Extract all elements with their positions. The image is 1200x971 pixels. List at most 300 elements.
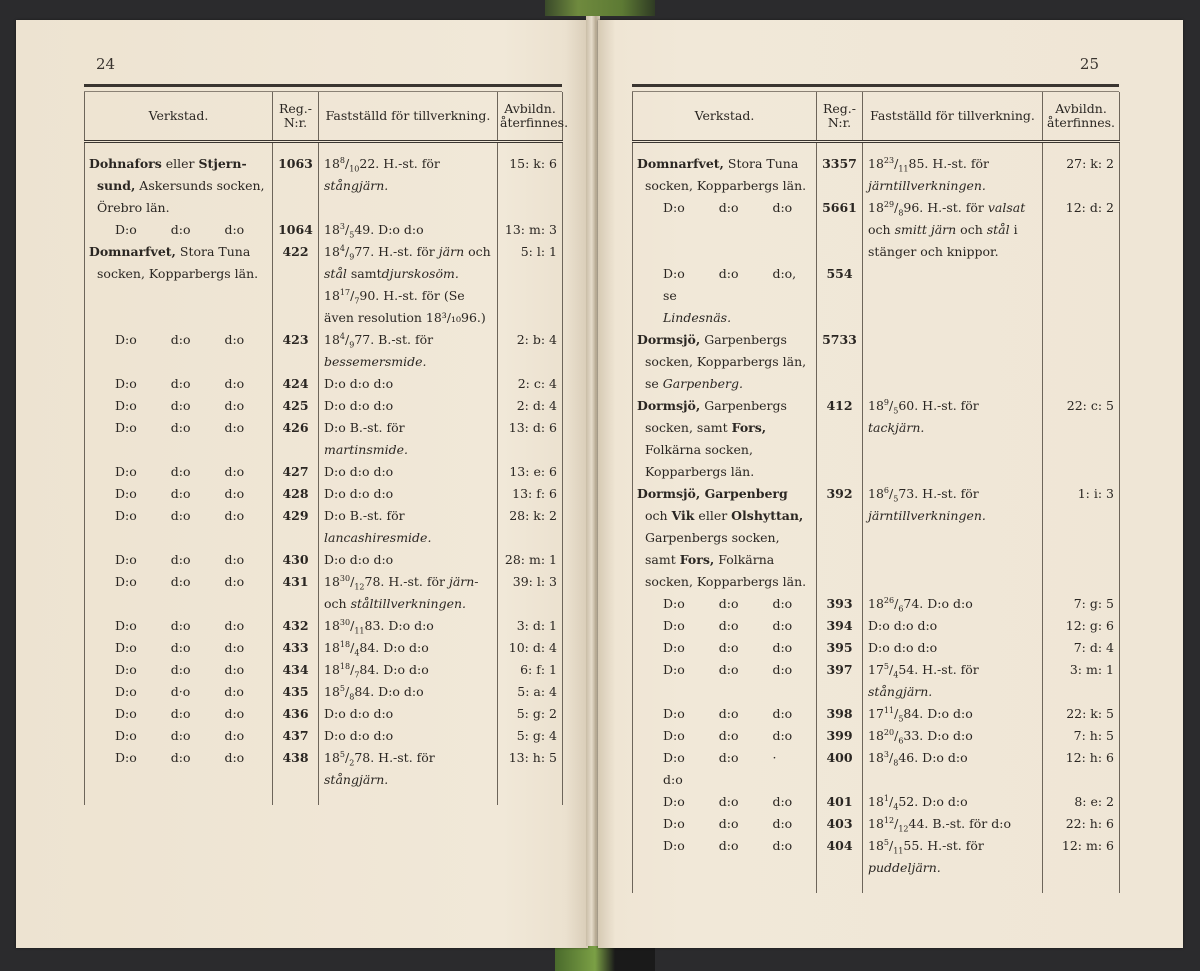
faststalld-cell	[319, 747, 498, 791]
stamp-text: H.-st. för	[922, 662, 979, 677]
register-table-left	[84, 84, 569, 805]
avbildn-ref: 12: d: 2	[1043, 197, 1120, 263]
reg-number: 399	[817, 725, 863, 747]
table-row	[633, 329, 1120, 395]
reg-number: 427	[273, 461, 319, 483]
avbildn-ref: 13: d: 6	[498, 417, 563, 461]
verkstad-cell	[633, 197, 817, 263]
date: $18^5/_{11}55$.	[868, 837, 928, 856]
date: $18^3/_549$.	[324, 221, 379, 240]
stamp-text: och	[464, 244, 491, 259]
place-text: D:o d:o d:o	[115, 728, 245, 743]
avbildn-ref: 7: g: 5	[1043, 593, 1120, 615]
header-reg-nr: Reg.-N:r.	[273, 92, 319, 142]
avbildn-ref: 13: f: 6	[498, 483, 563, 505]
reg-number: 392	[817, 483, 863, 593]
register-table-right	[632, 84, 1119, 893]
date: $18^3/_846$.	[868, 749, 923, 768]
avbildn-ref: 13: e: 6	[498, 461, 563, 483]
place-text: D:o d:o d:o	[115, 398, 245, 413]
verkstad-cell	[85, 329, 273, 373]
faststalld-cell	[863, 813, 1043, 835]
place-text: D:o d:o d:o	[115, 508, 245, 523]
header-avbildn: Avbildn. återfinnes.	[498, 92, 563, 142]
avbildn-ref: 8: e: 2	[1043, 791, 1120, 813]
reg-number: 429	[273, 505, 319, 549]
avbildn-ref	[1043, 263, 1120, 329]
stamp-text: D:o d:o d:o	[324, 486, 394, 501]
place-name: Olshyttan,	[731, 508, 804, 523]
avbildn-ref: 39: l: 3	[498, 571, 563, 615]
stamp-text: D:o d:o	[927, 728, 973, 743]
verkstad-cell	[633, 329, 817, 395]
table-row	[633, 725, 1120, 747]
stamp-text: H.-st. för	[388, 574, 449, 589]
place-text: Folkärna socken, Kopparbergs län.	[645, 552, 807, 589]
stamp-text: B.-st. för	[378, 332, 434, 347]
reg-number: 434	[273, 659, 319, 681]
faststalld-cell	[863, 835, 1043, 879]
reg-number: 424	[273, 373, 319, 395]
reg-number: 400	[817, 747, 863, 791]
faststalld-cell	[319, 219, 498, 241]
verkstad-cell	[85, 747, 273, 791]
product-term: stångjärn.	[324, 772, 389, 787]
reg-number: 432	[273, 615, 319, 637]
date: $18^{17}/_790$.	[324, 287, 384, 306]
table-row	[85, 241, 563, 329]
avbildn-ref: 22: c: 5	[1043, 395, 1120, 483]
date: $18^{12}/_{12}44$.	[868, 815, 933, 834]
reg-number: 428	[273, 483, 319, 505]
date: $18^4/_977$.	[324, 243, 379, 262]
stamp-text: D:o d:o d:o	[324, 552, 394, 567]
reg-number: 438	[273, 747, 319, 791]
reg-number: 423	[273, 329, 319, 373]
reg-number: 554	[817, 263, 863, 329]
table-row	[633, 593, 1120, 615]
place-text: D:o d:o d:o	[115, 640, 245, 655]
verkstad-cell	[633, 483, 817, 593]
reference-place: Lindesnäs.	[663, 310, 732, 325]
verkstad-cell	[85, 659, 273, 681]
avbildn-ref: 5: g: 2	[498, 703, 563, 725]
faststalld-cell	[863, 329, 1043, 395]
book-spine-top	[545, 0, 655, 16]
faststalld-cell	[319, 637, 498, 659]
reg-number: 435	[273, 681, 319, 703]
place-text: Garpenbergs socken, Kopparbergs län, se	[645, 332, 807, 391]
header-faststalld: Fastställd för tillverkning.	[319, 92, 498, 142]
reg-number: 1063	[273, 142, 319, 220]
table-row	[633, 615, 1120, 637]
date: $18^1/_452$.	[868, 793, 923, 812]
table-row	[633, 813, 1120, 835]
reg-number: 394	[817, 615, 863, 637]
place-text: D:o d:o d:o	[115, 420, 245, 435]
place-text: D:o d·o d:o	[115, 684, 244, 699]
place-text: D:o d:o d:o, se	[663, 266, 797, 303]
verkstad-cell	[85, 571, 273, 615]
faststalld-cell	[319, 142, 498, 220]
table-row	[633, 142, 1120, 198]
date: $18^8/_{10}22$.	[324, 155, 384, 174]
table-row	[85, 505, 563, 549]
avbildn-ref: 15: k: 6	[498, 142, 563, 220]
verkstad-cell	[85, 461, 273, 483]
table-row	[633, 747, 1120, 791]
date: $18^{30}/_{12}78$.	[324, 573, 389, 592]
stamp-text: samt	[346, 266, 382, 281]
reg-number: 3357	[817, 142, 863, 198]
product-term: bessemersmide.	[324, 354, 427, 369]
place-text: D:o d:o d:o	[115, 464, 245, 479]
table-row	[85, 747, 563, 791]
reg-number: 395	[817, 637, 863, 659]
table-row	[633, 395, 1120, 483]
avbildn-ref	[1043, 329, 1120, 395]
stamp-text: H.-st. för	[383, 288, 444, 303]
place-text: Stora Tuna socken, Kopparbergs län.	[97, 244, 259, 281]
reg-number: 397	[817, 659, 863, 703]
verkstad-cell	[633, 725, 817, 747]
stamp-text: i stänger och knippor.	[868, 222, 1018, 259]
page-number-right: 25	[1079, 55, 1099, 73]
table-row	[85, 725, 563, 747]
table-row	[85, 549, 563, 571]
faststalld-cell	[319, 549, 498, 571]
verkstad-cell	[85, 395, 273, 417]
verkstad-cell	[633, 615, 817, 637]
faststalld-cell	[863, 593, 1043, 615]
verkstad-cell	[633, 659, 817, 703]
place-text: Garpenbergs socken, samt	[645, 530, 780, 567]
reg-number: 401	[817, 791, 863, 813]
reg-number: 422	[273, 241, 319, 329]
reg-number: 412	[817, 395, 863, 483]
table-row	[85, 571, 563, 615]
faststalld-cell	[319, 329, 498, 373]
avbildn-ref: 3: m: 1	[1043, 659, 1120, 703]
date: $18^4/_977$.	[324, 331, 379, 350]
table-row	[633, 791, 1120, 813]
stamp-text: D:o d:o	[378, 222, 424, 237]
place-text: eller	[694, 508, 732, 523]
stamp-text: och	[324, 596, 351, 611]
stamp-text: D:o d:o	[922, 794, 968, 809]
stamp-text: D:o d:o d:o	[324, 464, 394, 479]
stamp-text: och	[956, 222, 987, 237]
verkstad-cell	[85, 142, 273, 220]
header-verkstad: Verkstad.	[85, 92, 273, 142]
place-name: Stjern-sund,	[97, 156, 247, 193]
avbildn-ref: 5: a: 4	[498, 681, 563, 703]
stamp-text: D:o d:o d:o	[324, 706, 394, 721]
place-name: Vik	[671, 508, 695, 523]
place-text: D:o d:o · d:o	[663, 750, 777, 787]
place-text: D:o d:o d:o	[663, 838, 793, 853]
table-row	[85, 219, 563, 241]
faststalld-cell	[319, 571, 498, 615]
stamp-text: D:o B.-st. för	[324, 508, 405, 523]
verkstad-cell	[633, 142, 817, 198]
header-avbildn: Avbildn. återfinnes.	[1043, 92, 1120, 142]
place-text: D:o d:o d:o	[115, 706, 245, 721]
stamp-text: H.-st. för	[922, 398, 979, 413]
verkstad-cell	[633, 703, 817, 725]
table-row	[633, 197, 1120, 263]
table-row	[85, 703, 563, 725]
stamp-text: H.-st. för	[927, 838, 984, 853]
date: $18^{29}/_896$.	[868, 199, 928, 218]
avbildn-ref: 3: d: 1	[498, 615, 563, 637]
place-name: Domnarfvet,	[89, 244, 176, 259]
reg-number: 433	[273, 637, 319, 659]
table-row	[85, 637, 563, 659]
product-term: ståltillverkningen.	[350, 596, 466, 611]
stamp-text: B.-st. för d:o	[932, 816, 1011, 831]
header-faststalld: Fastställd för tillverkning.	[863, 92, 1043, 142]
place-text: och	[645, 508, 672, 523]
product-term: järn-	[448, 574, 479, 589]
table-row	[633, 835, 1120, 879]
place-text: Folkärna socken, Kopparbergs län.	[645, 442, 755, 479]
header-verkstad: Verkstad.	[633, 92, 817, 142]
date: $18^5/_278$.	[324, 749, 379, 768]
reg-number: 5661	[817, 197, 863, 263]
faststalld-cell	[319, 659, 498, 681]
reg-number: 426	[273, 417, 319, 461]
table-row	[633, 263, 1120, 329]
place-text: D:o d:o d:o	[115, 222, 245, 237]
faststalld-cell	[863, 725, 1043, 747]
verkstad-cell	[85, 483, 273, 505]
stamp-text: H.-st. för	[383, 156, 440, 171]
stamp-text: H.-st. för	[378, 750, 435, 765]
table-row	[633, 659, 1120, 703]
faststalld-cell	[863, 637, 1043, 659]
place-text: D:o d:o d:o	[115, 574, 245, 589]
date: $17^5/_454$.	[868, 661, 923, 680]
stamp-text: H.-st. för	[927, 200, 988, 215]
faststalld-cell	[319, 703, 498, 725]
reg-number: 425	[273, 395, 319, 417]
verkstad-cell	[633, 395, 817, 483]
faststalld-cell	[319, 461, 498, 483]
table-row	[85, 483, 563, 505]
date: $18^{20}/_633$.	[868, 727, 928, 746]
reg-number: 430	[273, 549, 319, 571]
verkstad-cell	[85, 417, 273, 461]
verkstad-cell	[633, 835, 817, 879]
product-term: martinsmide.	[324, 442, 408, 457]
date: $18^{30}/_{11}83$.	[324, 617, 389, 636]
stamp-text: D:o d:o	[922, 750, 968, 765]
table-row	[85, 395, 563, 417]
place-text: D:o d:o d:o	[663, 200, 793, 215]
reg-number: 5733	[817, 329, 863, 395]
stamp-text: D:o d:o d:o	[868, 618, 938, 633]
avbildn-ref: 28: k: 2	[498, 505, 563, 549]
reg-number: 398	[817, 703, 863, 725]
place-text: D:o d:o d:o	[115, 332, 245, 347]
stamp-text: D:o d:o	[388, 618, 434, 633]
place-text: D:o d:o d:o	[115, 662, 245, 677]
verkstad-cell	[85, 681, 273, 703]
place-text: D:o d:o d:o	[115, 486, 245, 501]
place-text: D:o d:o d:o	[663, 662, 793, 677]
place-text: D:o d:o d:o	[663, 618, 793, 633]
place-text: D:o d:o d:o	[663, 706, 793, 721]
product-term: lancashiresmide.	[324, 530, 432, 545]
table-row	[85, 142, 563, 220]
avbildn-ref: 12: g: 6	[1043, 615, 1120, 637]
right-page	[598, 20, 1183, 948]
product-term: tackjärn.	[868, 420, 925, 435]
avbildn-ref: 2: c: 4	[498, 373, 563, 395]
date: $18^5/_884$.	[324, 683, 379, 702]
stamp-text: D:o d:o d:o	[324, 728, 394, 743]
table-row	[85, 615, 563, 637]
product-term: smitt järn	[894, 222, 957, 237]
place-name: Domnarfvet,	[637, 156, 724, 171]
date: $18^{18}/_484$.	[324, 639, 384, 658]
avbildn-ref: 12: h: 6	[1043, 747, 1120, 791]
place-name: Dormsjö,	[637, 398, 701, 413]
stamp-text: D:o d:o d:o	[868, 640, 938, 655]
reference-place: Garpenberg.	[662, 376, 744, 391]
table-row	[633, 637, 1120, 659]
verkstad-cell	[633, 813, 817, 835]
stamp-text: H.-st. för	[922, 486, 979, 501]
avbildn-ref: 13: m: 3	[498, 219, 563, 241]
place-text: D:o d:o d:o	[115, 552, 245, 567]
avbildn-ref: 6: f: 1	[498, 659, 563, 681]
place-name: Dormsjö, Garpenberg	[637, 486, 788, 501]
product-term: stål	[324, 266, 347, 281]
faststalld-cell	[319, 373, 498, 395]
reg-number: 431	[273, 571, 319, 615]
faststalld-cell	[863, 615, 1043, 637]
date: $18^{23}/_{11}85$.	[868, 155, 933, 174]
verkstad-cell	[633, 747, 817, 791]
product-term: puddeljärn.	[868, 860, 941, 875]
reg-number: 403	[817, 813, 863, 835]
reg-number: 393	[817, 593, 863, 615]
table-row	[633, 703, 1120, 725]
stamp-text: D:o d:o	[383, 640, 429, 655]
faststalld-cell	[319, 417, 498, 461]
reg-number: 437	[273, 725, 319, 747]
table-row	[85, 417, 563, 461]
faststalld-cell	[863, 747, 1043, 791]
faststalld-cell	[863, 263, 1043, 329]
reg-number: 436	[273, 703, 319, 725]
date: $18^6/_573$.	[868, 485, 923, 504]
faststalld-cell	[863, 659, 1043, 703]
product-term: stångjärn.	[324, 178, 389, 193]
faststalld-cell	[319, 395, 498, 417]
place-name: Fors,	[731, 420, 767, 435]
avbildn-ref: 10: d: 4	[498, 637, 563, 659]
place-text: D:o d:o d:o	[663, 794, 793, 809]
avbildn-ref: 5: l: 1	[498, 241, 563, 329]
stamp-text: och	[868, 222, 895, 237]
avbildn-ref: 2: d: 4	[498, 395, 563, 417]
table-row	[85, 659, 563, 681]
faststalld-cell	[863, 703, 1043, 725]
place-text: Stora Tuna socken, Kopparbergs län.	[645, 156, 807, 193]
place-text: D:o d:o d:o	[115, 618, 245, 633]
left-page	[16, 20, 588, 948]
place-text: Askersunds socken, Örebro län.	[97, 178, 265, 215]
place-name: Dohnafors	[89, 156, 162, 171]
faststalld-cell	[863, 791, 1043, 813]
faststalld-cell	[319, 615, 498, 637]
avbildn-ref: 13: h: 5	[498, 747, 563, 791]
avbildn-ref: 7: h: 5	[1043, 725, 1120, 747]
date: $18^{26}/_674$.	[868, 595, 928, 614]
stamp-text: H.-st. för	[932, 156, 989, 171]
reg-number: 404	[817, 835, 863, 879]
product-term: djurskosöm.	[381, 266, 459, 281]
stamp-text: D:o d:o d:o	[324, 398, 394, 413]
faststalld-cell	[863, 395, 1043, 483]
verkstad-cell	[85, 725, 273, 747]
stamp-text: (Se även resolution 18³/₁₀96.)	[324, 288, 486, 325]
verkstad-cell	[85, 703, 273, 725]
date: $18^9/_560$.	[868, 397, 923, 416]
verkstad-cell	[633, 637, 817, 659]
date: $18^{18}/_784$.	[324, 661, 384, 680]
header-reg-nr: Reg.-N:r.	[817, 92, 863, 142]
faststalld-cell	[863, 142, 1043, 198]
verkstad-cell	[85, 241, 273, 329]
stamp-text: D:o d:o	[927, 596, 973, 611]
verkstad-cell	[633, 263, 817, 329]
reg-number: 1064	[273, 219, 319, 241]
avbildn-ref: 2: b: 4	[498, 329, 563, 373]
place-text: D:o d:o d:o	[115, 750, 245, 765]
stamp-text: D:o B.-st. för	[324, 420, 405, 435]
page-number-left: 24	[96, 55, 116, 73]
place-text: D:o d:o d:o	[663, 728, 793, 743]
avbildn-ref: 22: k: 5	[1043, 703, 1120, 725]
verkstad-cell	[85, 615, 273, 637]
faststalld-cell	[319, 505, 498, 549]
verkstad-cell	[85, 373, 273, 395]
product-term: järntillverkningen.	[868, 508, 986, 523]
place-text: eller	[161, 156, 199, 171]
avbildn-ref: 7: d: 4	[1043, 637, 1120, 659]
place-text: D:o d:o d:o	[115, 376, 245, 391]
stamp-text: D:o d:o	[383, 662, 429, 677]
table-row	[633, 483, 1120, 593]
place-name: Fors,	[679, 552, 715, 567]
table-row	[85, 329, 563, 373]
stamp-text: D:o d:o	[378, 684, 424, 699]
stamp-text: D:o d:o	[927, 706, 973, 721]
avbildn-ref: 1: i: 3	[1043, 483, 1120, 593]
table-row	[85, 373, 563, 395]
avbildn-ref: 5: g: 4	[498, 725, 563, 747]
verkstad-cell	[85, 505, 273, 549]
product-term: järn	[438, 244, 465, 259]
avbildn-ref: 28: m: 1	[498, 549, 563, 571]
place-text: D:o d:o d:o	[663, 596, 793, 611]
avbildn-ref: 22: h: 6	[1043, 813, 1120, 835]
table-row	[85, 461, 563, 483]
